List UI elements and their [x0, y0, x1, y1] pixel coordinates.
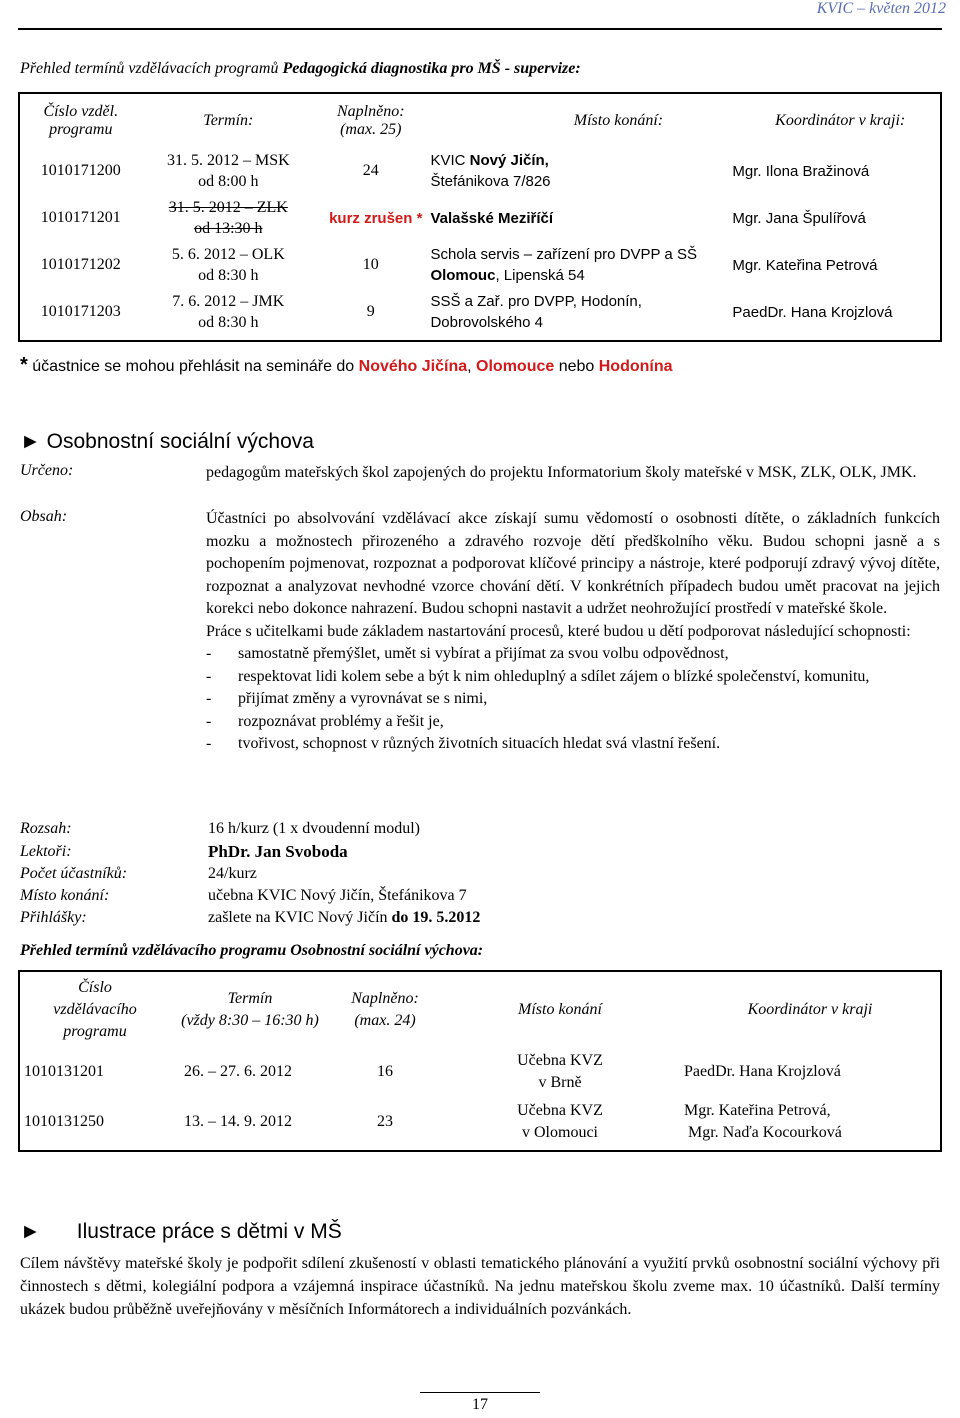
- term: 31. 5. 2012 – MSK od 8:00 h: [166, 152, 290, 190]
- list-item: - přijímat změny a vyrovnávat se s nimi,: [206, 690, 488, 707]
- schedule-table-1: [20, 94, 940, 336]
- place: Učebna KVZ v Olomouci: [517, 1102, 603, 1141]
- coordinator: Mgr. Ilona Bražinová: [732, 162, 870, 180]
- table-row: [20, 242, 940, 288]
- table-row: [20, 194, 940, 242]
- value-misto: učebna KVIC Nový Jičín, Štefánikova 7: [208, 887, 467, 904]
- th-program-number: Číslo vzdělávacího programu: [53, 979, 137, 1040]
- table-row: [20, 1048, 940, 1096]
- term: 5. 6. 2012 – OLK od 8:30 h: [171, 246, 285, 284]
- coordinator: PaedDr. Hana Krojzlová: [732, 303, 893, 321]
- table-row: [20, 288, 940, 336]
- text-urceno: pedagogům mateřských škol zapojených do projektu Informatorium školy mateřské v MSK, ZLK, OLK, JMK.: [206, 464, 917, 481]
- label-prihlasky: Přihlášky:: [20, 909, 87, 926]
- term: 26. – 27. 6. 2012: [184, 1063, 292, 1080]
- table2-header-row: [20, 972, 940, 1048]
- section3-text: Cílem návštěvy mateřské školy je podpořit sdílení zkušeností v oblasti tematického plánování a využití prvků osobnostní sociální výchovy při činnostech s dětmi, kolegiální podpora a vzájemná inspirace účastníků. Na jednu mateřskou školu zveme max. 10 účastníků. Další termíny ukázek budou průběžně uveřejňovány v měsíčních Informátorech a individuálních pozvánkách.: [20, 1255, 940, 1318]
- list-item: - respektovat lidi kolem sebe a být k nim ohleduplný a sdílet zájem o blízké společenství, komunitu,: [206, 667, 870, 685]
- term: 13. – 14. 9. 2012: [184, 1113, 292, 1130]
- text-obsah: [206, 508, 940, 756]
- place: Schola servis – zařízení pro DVPP a SŠ Olomouc, Lipenská 54: [430, 246, 697, 284]
- table2-title: Přehled termínů vzdělávacího programu Osobnostní sociální výchova:: [20, 942, 484, 959]
- label-pocet: Počet účastníků:: [20, 865, 128, 882]
- filled-count: 9: [366, 303, 375, 320]
- section1-title-prefix: Přehled termínů vzdělávacích programů: [20, 60, 283, 77]
- section1-title-bold: Pedagogická diagnostika pro MŠ - supervize:: [282, 60, 581, 77]
- th-place: Místo konání: [518, 1001, 602, 1018]
- cancelled-label: kurz zrušen *: [329, 209, 423, 227]
- list-item: - rozpoznávat problémy a řešit je,: [206, 712, 444, 730]
- place: KVIC Nový Jičín, Štefánikova 7/826: [430, 152, 551, 190]
- triangle-marker-icon: ►: [20, 1220, 41, 1243]
- th-filled: Naplněno: (max. 25): [336, 103, 405, 138]
- value-rozsah: 16 h/kurz (1 x dvoudenní modul): [208, 820, 420, 837]
- section1-title: [20, 60, 581, 78]
- section2-heading: [20, 430, 314, 454]
- term: 31. 5. 2012 – ZLK od 13:30 h: [168, 199, 288, 237]
- label-rozsah: Rozsah:: [20, 820, 72, 837]
- section3-heading: [20, 1220, 342, 1244]
- triangle-marker-icon: ►: [20, 430, 41, 453]
- filled-count: 16: [377, 1063, 393, 1080]
- label-lektori: Lektoři:: [20, 843, 72, 860]
- transfer-note: * účastnice se mohou přehlásit na semináře do Nového Jičína, Olomouce nebo Hodonína: [20, 354, 673, 376]
- th-coordinator: Koordinátor v kraji: [747, 1001, 873, 1018]
- label-obsah: Obsah:: [20, 508, 68, 525]
- header-rule: [18, 28, 942, 30]
- term: 7. 6. 2012 – JMK od 8:30 h: [172, 293, 285, 331]
- th-term: Termín (vždy 8:30 – 16:30 h): [181, 990, 319, 1029]
- program-number: 1010171203: [40, 303, 121, 320]
- coordinator: Mgr. Kateřina Petrová, Mgr. Naďa Kocourková: [684, 1102, 842, 1141]
- value-pocet: 24/kurz: [208, 865, 257, 882]
- program-number: 1010171202: [40, 256, 121, 273]
- footer-rule: [420, 1392, 540, 1393]
- list-item: - samostatně přemýšlet, umět si vybírat a přijímat za svou volbu odpovědnost,: [206, 645, 729, 662]
- coordinator: PaedDr. Hana Krojzlová: [684, 1063, 841, 1080]
- th-coordinator: Koordinátor v kraji:: [775, 112, 906, 129]
- value-prihlasky: zašlete na KVIC Nový Jičín do 19. 5.2012: [208, 909, 481, 926]
- list-item: - tvořivost, schopnost v různých životních situacích hledat svá vlastní řešení.: [206, 735, 721, 752]
- value-lektori: PhDr. Jan Svoboda: [208, 842, 348, 861]
- th-place: Místo konání:: [573, 112, 664, 129]
- th-program-number: Číslo vzděl. programu: [43, 103, 119, 138]
- program-number: 1010131250: [24, 1113, 104, 1130]
- coordinator: Mgr. Jana Špulířová: [732, 209, 866, 227]
- label-misto: Místo konání:: [20, 887, 110, 904]
- section2-heading-text: Osobnostní sociální výchova: [46, 430, 314, 453]
- coordinator: Mgr. Kateřina Petrová: [732, 256, 878, 274]
- table-row: [20, 1096, 940, 1148]
- th-term: Termín:: [203, 112, 254, 129]
- place: Učebna KVZ v Brně: [517, 1052, 603, 1091]
- program-number: 1010171200: [40, 162, 121, 179]
- th-filled: Naplněno: (max. 24): [351, 990, 419, 1029]
- filled-count: 10: [362, 256, 379, 273]
- running-header: KVIC – květen 2012: [816, 0, 946, 17]
- obsah-paragraph-2: Práce s učitelkami bude základem nastartování procesů, které budou u dětí podporovat následující schopnosti:: [206, 622, 911, 640]
- filled-count: 23: [377, 1113, 393, 1130]
- section3-heading-text: Ilustrace práce s dětmi v MŠ: [76, 1220, 342, 1243]
- place: Valašské Meziříčí: [430, 209, 554, 227]
- program-number: 1010131201: [24, 1063, 104, 1080]
- page-number: 17: [472, 1396, 488, 1413]
- filled-count: 24: [362, 162, 379, 179]
- obsah-paragraph-1: Účastníci po absolvování vzdělávací akce získají sumu vědomostí o osobnosti dítěte, o základních funkcích mozku a možnostech přirozeného a zdravého rozvoje dětí předškolního věku. Budou schopni jasně a s pochopením pojmenovat, rozpoznat a podporovat klíčové principy a nástroje, které podporují zdravý vývoj dítěte, rozpoznat a analyzovat nevhodné vzorce chování dětí. V konkrétních případech budou umět pracovat na jejich korekci nebo dokonce nahrazení. Budou schopni nastavit a udržet neohrožující prostředí v mateřské škole.: [206, 510, 940, 617]
- table1-header-row: [20, 94, 940, 148]
- label-urceno: Určeno:: [20, 462, 74, 479]
- table-row: [20, 148, 940, 194]
- place: SSŠ a Zař. pro DVPP, Hodonín, Dobrovolského 4: [430, 293, 642, 331]
- schedule-table-2: [20, 972, 940, 1148]
- program-number: 1010171201: [40, 209, 121, 226]
